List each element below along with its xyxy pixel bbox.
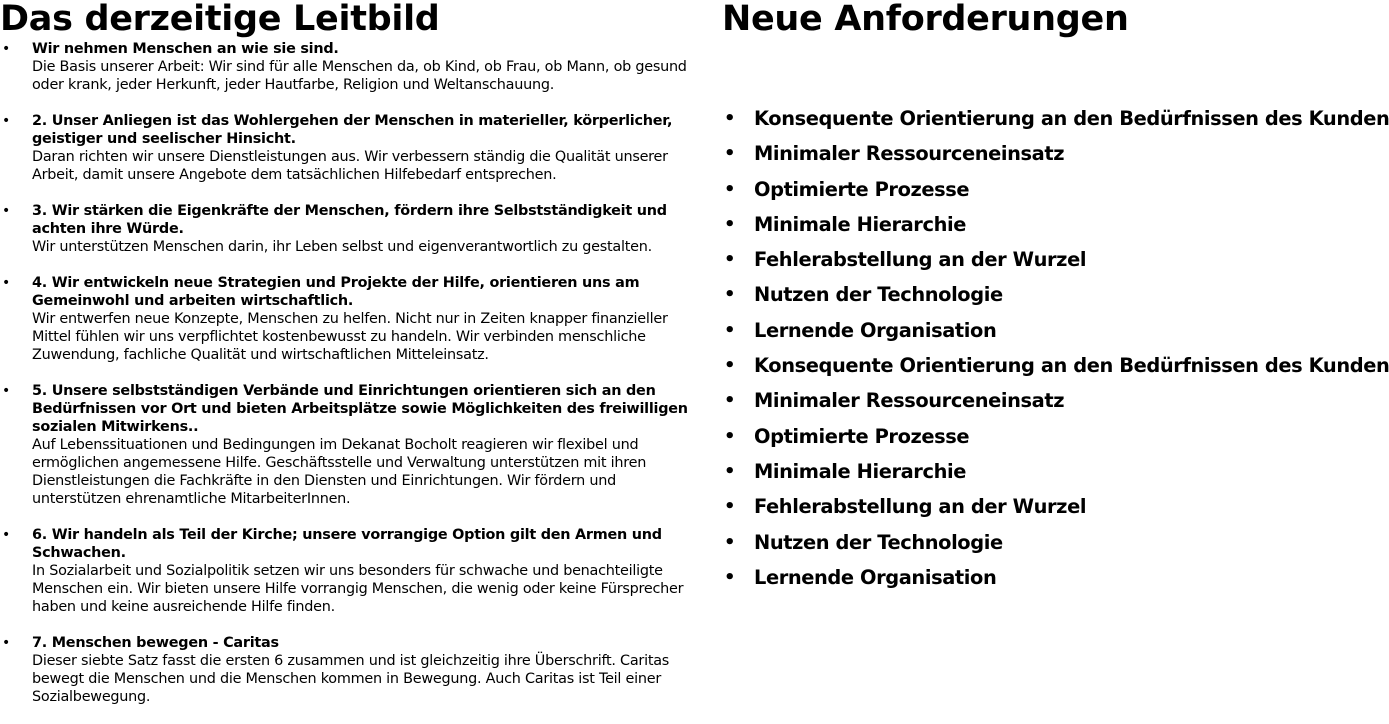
bullet-icon: • [724,566,736,588]
leitbild-item-text: In Sozialarbeit und Sozialpolitik setzen wir uns besonders für schwache und benachteiligte Menschen ein. Wir bieten unsere Hilfe vorrangig Menschen, die wenig oder keine Fürsprecher haben und keine ausreichende Hilfe finden. [32,563,684,615]
leitbild-item [0,202,700,256]
leitbild-item-heading: 2. Unser Anliegen ist das Wohlergehen der Menschen in materieller, körperlicher, geistiger und seelischer Hinsicht. [32,113,673,147]
anforderung-label: Nutzen der Technologie [754,283,1003,307]
anforderung-item [722,136,1389,171]
leitbild-item [0,112,700,184]
anforderungen-list [722,101,1389,595]
bullet-icon: • [724,143,736,165]
anforderung-label: Minimaler Ressourceneinsatz [754,142,1065,166]
anforderung-item [722,277,1389,312]
leitbild-item-text: Daran richten wir unsere Dienstleistungen aus. Wir verbessern ständig die Qualität unserer Arbeit, damit unsere Angebote dem tatsächlichen Hilfebedarf entsprechen. [32,149,668,183]
leitbild-list [0,40,700,706]
leitbild-item-text: Auf Lebenssituationen und Bedingungen im Dekanat Bocholt reagieren wir flexibel und ermöglichen angemessene Hilfe. Geschäftsstelle und Verwaltung unterstützen mit ihren Dienstleistungen die Fachkräfte in den Diensten und Einrichtungen. Wir fördern und unterstützen ehrenamtliche MitarbeiterInnen. [32,437,647,507]
leitbild-item-heading: 6. Wir handeln als Teil der Kirche; unsere vorrangige Option gilt den Armen und Schwachen. [32,527,662,561]
anforderung-label: Nutzen der Technologie [754,530,1003,554]
leitbild-item-text: Die Basis unserer Arbeit: Wir sind für alle Menschen da, ob Kind, ob Frau, ob Mann, ob gesund oder krank, jeder Herkunft, jeder Hautfarbe, Religion und Weltanschauung. [32,59,687,93]
bullet-icon: • [724,425,736,447]
bullet-icon: • [2,203,11,219]
leitbild-item [0,40,700,94]
bullet-icon: • [2,275,11,291]
anforderung-label: Konsequente Orientierung an den Bedürfnissen des Kunden [754,107,1389,130]
anforderung-item [722,560,1389,595]
bullet-icon: • [2,383,11,399]
anforderung-item [722,525,1389,560]
bullet-icon: • [724,178,736,200]
bullet-icon: • [724,460,736,482]
left-title: Das derzeitige Leitbild [0,0,440,39]
bullet-icon: • [724,390,736,412]
anforderung-item [722,419,1389,454]
anforderung-item [722,242,1389,277]
bullet-icon: • [724,108,736,129]
anforderung-item [722,383,1389,418]
anforderung-label: Optimierte Prozesse [754,424,970,448]
anforderung-item [722,207,1389,242]
anforderung-item [722,172,1389,207]
bullet-icon: • [724,531,736,553]
anforderung-label: Optimierte Prozesse [754,177,970,201]
bullet-icon: • [724,249,736,271]
leitbild-item [0,274,700,364]
leitbild-item [0,634,700,706]
bullet-icon: • [2,635,11,651]
anforderung-label: Minimale Hierarchie [754,212,966,236]
bullet-icon: • [724,355,736,377]
anforderung-label: Fehlerabstellung an der Wurzel [754,248,1087,272]
leitbild-item-heading: 4. Wir entwickeln neue Strategien und Projekte der Hilfe, orientieren uns am Gemeinwohl und arbeiten wirtschaftlich. [32,275,640,309]
leitbild-item-heading: 5. Unsere selbstständigen Verbände und Einrichtungen orientieren sich an den Bedürfnissen vor Ort und bieten Arbeitsplätze sowie Möglichkeiten des freiwilligen sozialen Mitwirkens.. [32,383,688,435]
anforderung-label: Minimaler Ressourceneinsatz [754,389,1065,413]
bullet-icon: • [724,213,736,235]
anforderung-item [722,489,1389,524]
bullet-icon: • [2,113,11,129]
bullet-icon: • [724,284,736,306]
leitbild-item-text: Wir entwerfen neue Konzepte, Menschen zu helfen. Nicht nur in Zeiten knapper finanzieller Mittel fühlen wir uns verpflichtet kostenbewusst zu handeln. Wir verbinden menschliche Zuwendung, fachliche Qualität und wirtschaftlichen Mitteleinsatz. [32,311,668,363]
bullet-icon: • [2,41,11,57]
leitbild-item-heading: 3. Wir stärken die Eigenkräfte der Menschen, fördern ihre Selbstständigkeit und achten ihre Würde. [32,203,667,237]
anforderung-label: Konsequente Orientierung an den Bedürfnissen des Kunden [754,354,1389,378]
leitbild-item-heading: Wir nehmen Menschen an wie sie sind. [32,41,339,57]
leitbild-item-text: Dieser siebte Satz fasst die ersten 6 zusammen und ist gleichzeitig ihre Überschrift. Caritas bewegt die Menschen und die Menschen kommen in Bewegung. Auch Caritas ist Teil einer Sozialbewegung. [32,653,670,705]
leitbild-item [0,526,700,616]
right-title: Neue Anforderungen [722,0,1129,39]
leitbild-item [0,382,700,508]
bullet-icon: • [2,527,11,543]
anforderung-item [722,101,1389,136]
anforderung-item [722,454,1389,489]
anforderung-label: Lernende Organisation [754,565,997,589]
anforderung-label: Minimale Hierarchie [754,459,966,483]
leitbild-item-heading: 7. Menschen bewegen - Caritas [32,635,279,651]
anforderung-label: Lernende Organisation [754,318,997,342]
anforderung-item [722,348,1389,383]
bullet-icon: • [724,496,736,518]
leitbild-item-text: Wir unterstützen Menschen darin, ihr Leben selbst und eigenverantwortlich zu gestalten. [32,239,652,255]
anforderung-label: Fehlerabstellung an der Wurzel [754,495,1087,519]
bullet-icon: • [724,319,736,341]
right-column [722,0,1389,589]
anforderung-item [722,313,1389,348]
